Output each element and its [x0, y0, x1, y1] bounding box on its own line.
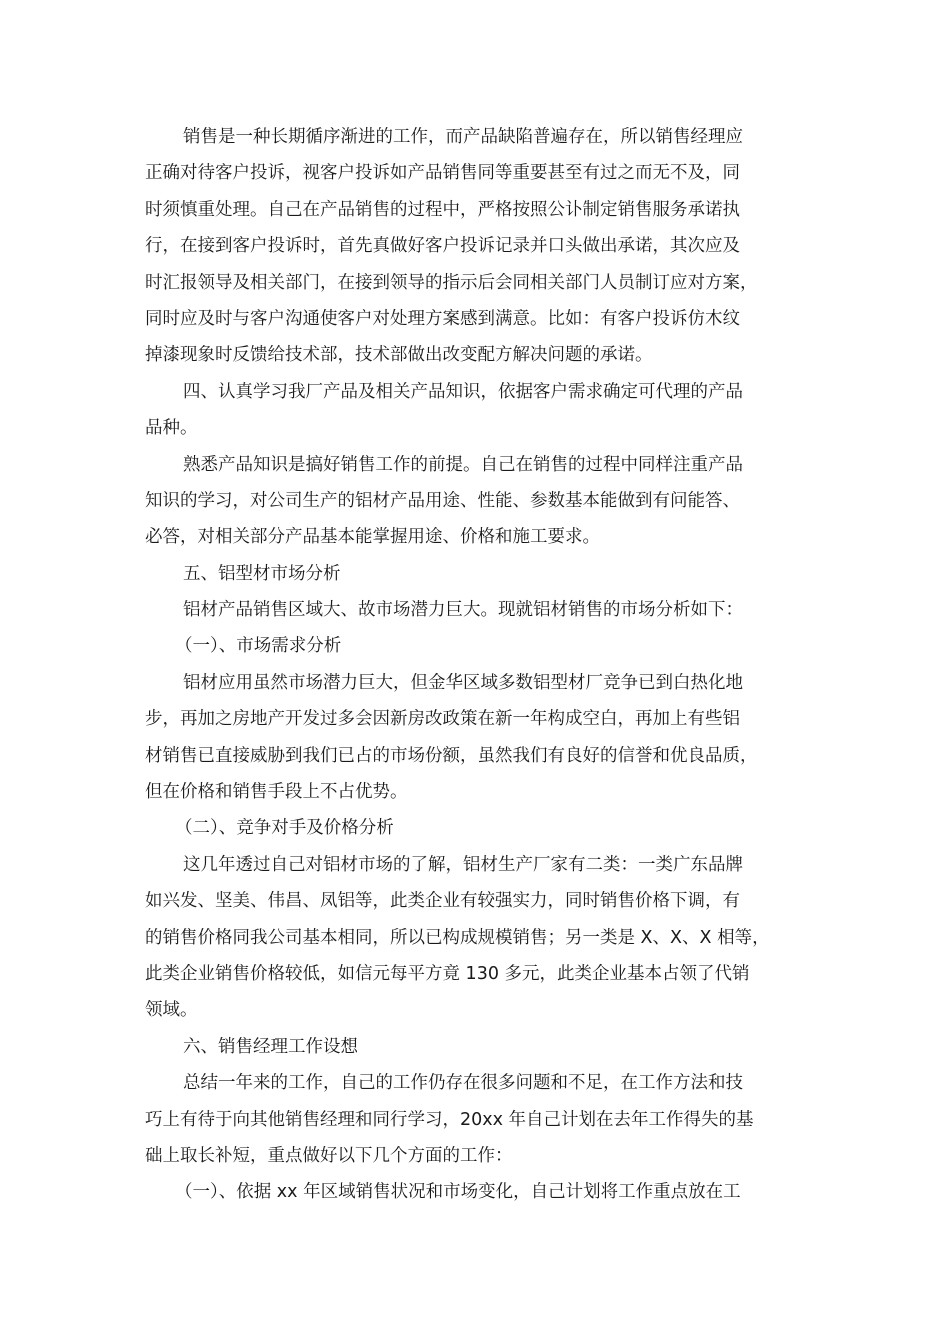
paragraph-line: 铝材应用虽然市场潜力巨大，但金华区域多数铝型材厂竞争已到白热化地 — [183, 672, 743, 693]
paragraph-line: 材销售已直接威胁到我们已占的市场份额，虽然我们有良好的信誉和优良品质， — [145, 745, 758, 766]
paragraph-line: 的销售价格同我公司基本相同，所以已构成规模销售；另一类是 X、X、X 相等， — [145, 927, 770, 948]
section-heading: 四、认真学习我厂产品及相关产品知识，依据客户需求确定可代理的产品 — [183, 381, 743, 402]
paragraph-line: 时汇报领导及相关部门，在接到领导的指示后会同相关部门人员制订应对方案， — [145, 272, 758, 293]
paragraph-line: 这几年透过自己对铝材市场的了解，铝材生产厂家有二类：一类广东品牌 — [183, 854, 743, 875]
paragraph-line: 础上取长补短，重点做好以下几个方面的工作： — [145, 1145, 513, 1166]
section-heading-continued: 品种。 — [145, 418, 198, 439]
paragraph-line: 熟悉产品知识是搞好销售工作的前提。自己在销售的过程中同样注重产品 — [183, 454, 743, 475]
subsection-heading: （二）、竞争对手及价格分析 — [175, 818, 394, 839]
paragraph-line: 行，在接到客户投诉时，首先真做好客户投诉记录并口头做出承诺，其次应及 — [145, 236, 740, 257]
section-heading: 五、铝型材市场分析 — [183, 563, 341, 584]
section-heading: 六、销售经理工作设想 — [183, 1036, 358, 1057]
paragraph-line: 知识的学习，对公司生产的铝材产品用途、性能、参数基本能做到有问能答、 — [145, 490, 740, 511]
paragraph-line: 铝材产品销售区域大、故市场潜力巨大。现就铝材销售的市场分析如下： — [183, 600, 743, 621]
paragraph-line: 巧上有待于向其他销售经理和同行学习，20xx 年自己计划在去年工作得失的基 — [145, 1109, 754, 1130]
paragraph-line: 步，再加之房地产开发过多会因新房改政策在新一年构成空白，再加上有些铝 — [145, 709, 740, 730]
paragraph-line: 如兴发、坚美、伟昌、凤铝等，此类企业有较强实力，同时销售价格下调，有 — [145, 891, 740, 912]
paragraph-line: 必答，对相关部分产品基本能掌握用途、价格和施工要求。 — [145, 527, 600, 548]
subsection-heading: （一）、依据 xx 年区域销售状况和市场变化，自己计划将工作重点放在工 — [175, 1182, 741, 1203]
paragraph-line: 销售是一种长期循序渐进的工作，而产品缺陷普遍存在，所以销售经理应 — [183, 127, 743, 147]
subsection-heading: （一）、市场需求分析 — [175, 636, 342, 657]
paragraph-line: 领域。 — [145, 1000, 198, 1021]
paragraph-line: 掉漆现象时反馈给技术部，技术部做出改变配方解决问题的承诺。 — [145, 345, 653, 366]
paragraph-line: 正确对待客户投诉，视客户投诉如产品销售同等重要甚至有过之而无不及，同 — [145, 163, 740, 184]
paragraph-line: 时须慎重处理。自己在产品销售的过程中，严格按照公讣制定销售服务承诺执 — [145, 199, 740, 220]
paragraph-line: 但在价格和销售手段上不占优势。 — [145, 782, 408, 803]
paragraph-line: 此类企业销售价格较低，如信元每平方竟 130 多元，此类企业基本占领了代销 — [145, 963, 750, 984]
document-body — [145, 119, 821, 1211]
paragraph-line: 同时应及时与客户沟通使客户对处理方案感到满意。比如：有客户投诉仿木纹 — [145, 308, 740, 329]
paragraph-line: 总结一年来的工作，自己的工作仍存在很多问题和不足，在工作方法和技 — [183, 1073, 743, 1094]
